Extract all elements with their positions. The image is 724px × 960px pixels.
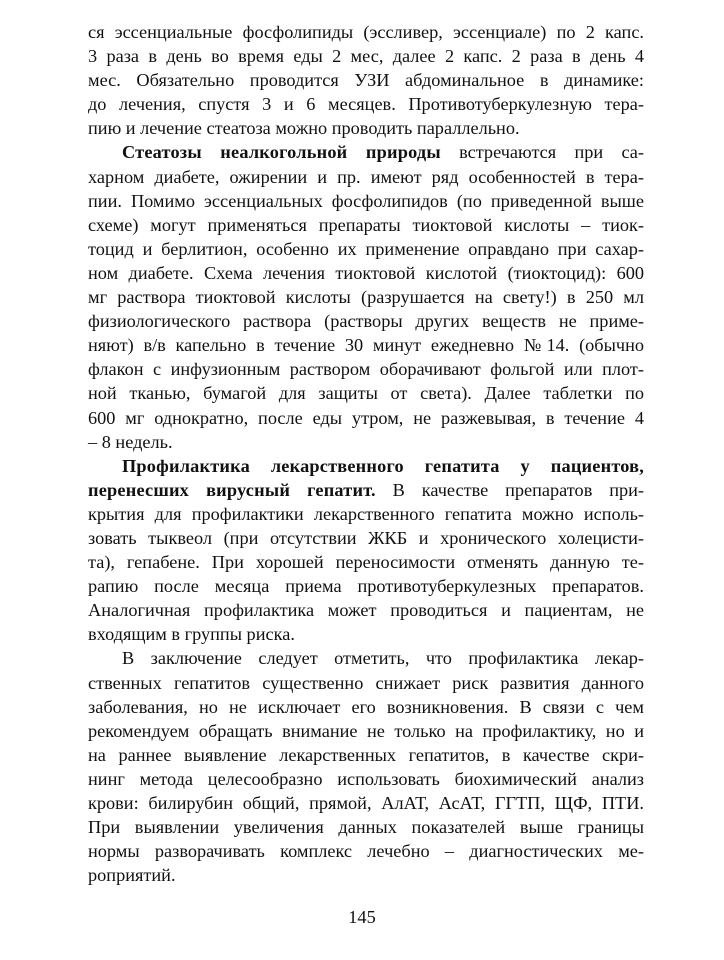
text-line: та), гепабене. При хорошей переносимости отменять данную те- — [88, 552, 644, 573]
paragraph-heading — [88, 454, 644, 478]
text-line: крови: билирубин общий, прямой, АлАТ, АсАТ, ГГТП, ЩФ, ПТИ. — [88, 793, 644, 813]
paragraph-conclusion — [88, 646, 644, 887]
text-line: ном диабете. Схема лечения тиоктовой кислотой (тиоктоцид): 600 — [88, 262, 644, 283]
text-fragment: при- — [609, 479, 645, 500]
text-line: тоцид и берлитион, особенно их применение оправдано при сахар- — [88, 238, 644, 259]
text-line: нормы разворачивать комплекс лечебно – диагностических ме- — [88, 841, 644, 862]
text-line: Аналогичная профилактика может проводиться и пациентам, не — [88, 600, 644, 621]
page-number: 145 — [348, 907, 376, 927]
text-line: 600 мг однократно, после еды утром, не разжевывая, в течение 4 — [88, 407, 644, 428]
text-line: мг раствора тиоктовой кислоты (разрушается на свету!) в 250 мл — [88, 287, 644, 308]
text-line: до лечения, спустя 3 и 6 месяцев. Противотуберкулезную тера- — [88, 94, 644, 115]
text-line: рапию после месяца приема противотуберкулезных препаратов. — [88, 576, 644, 597]
text-line: мес. Обязательно проводится УЗИ абдоминальное в динамике: — [88, 70, 644, 91]
text-line: заболевания, но не исключает его возникновения. В связи с чем — [88, 696, 644, 717]
text-line: на раннее выявление лекарственных гепатитов, в качестве скри- — [88, 744, 644, 765]
text-line: флакон с инфузионным раствором оборачивают фольгой или плот- — [88, 359, 644, 380]
text-line: харном диабете, ожирении и пр. имеют ряд особенностей в тера- — [88, 166, 644, 187]
text-line-with-heading — [88, 478, 644, 502]
text-line: крытия для профилактики лекарственного гепатита можно исполь- — [88, 503, 644, 524]
text-line: роприятий. — [88, 865, 176, 886]
text-fragment: В качестве препаратов — [375, 479, 593, 500]
text-line: – 8 недель. — [88, 431, 173, 452]
text-line: ственных гепатитов существенно снижает риск развития данного — [88, 672, 644, 693]
text-line: пию и лечение стеатоза можно проводить параллельно. — [88, 118, 520, 139]
text-line: нинг метода целесообразно использовать биохимический анализ — [88, 768, 644, 789]
heading-line: перенесших вирусный гепатит. — [88, 479, 376, 500]
page-body — [88, 20, 644, 887]
paragraph-continuation — [88, 20, 644, 140]
paragraph-nonalcoholic-steatosis — [88, 140, 644, 453]
text-line: схеме) могут применяться препараты тиоктовой кислоты – тиок- — [88, 214, 644, 235]
text-line-with-heading — [88, 140, 644, 164]
text-line: В заключение следует отметить, что профилактика лекар- — [122, 648, 644, 669]
paragraph-heading: Стеатозы неалкогольной природы — [122, 142, 441, 163]
text-line: няют) в/в капельно в течение 30 минут ежедневно №14. (обычно — [88, 335, 644, 356]
text-line: зовать тыквеол (при отсутствии ЖКБ и хронического холецисти- — [88, 527, 644, 548]
heading-line: Профилактика лекарственного гепатита у пациентов, — [122, 455, 644, 476]
text-fragment: встречаются при са- — [440, 142, 644, 163]
paragraph-hepatitis-prophylaxis — [88, 454, 644, 647]
text-line: ной тканью, бумагой для защиты от света). Далее таблетки по — [88, 383, 644, 404]
text-line: входящим в группы риска. — [88, 624, 295, 645]
text-line: При выявлении увеличения данных показателей выше границы — [88, 817, 644, 838]
text-line: рекомендуем обращать внимание не только на профилактику, но и — [88, 720, 644, 741]
text-line: 3 раза в день во время еды 2 мес, далее 2 капс. 2 раза в день 4 — [88, 46, 644, 67]
text-line: ся эссенциальные фосфолипиды (эссливер, эссенциале) по 2 капс. — [88, 22, 644, 42]
text-line: физиологического раствора (растворы других веществ не приме- — [88, 311, 644, 332]
text-line: пии. Помимо эссенциальных фосфолипидов (по приведенной выше — [88, 190, 644, 211]
